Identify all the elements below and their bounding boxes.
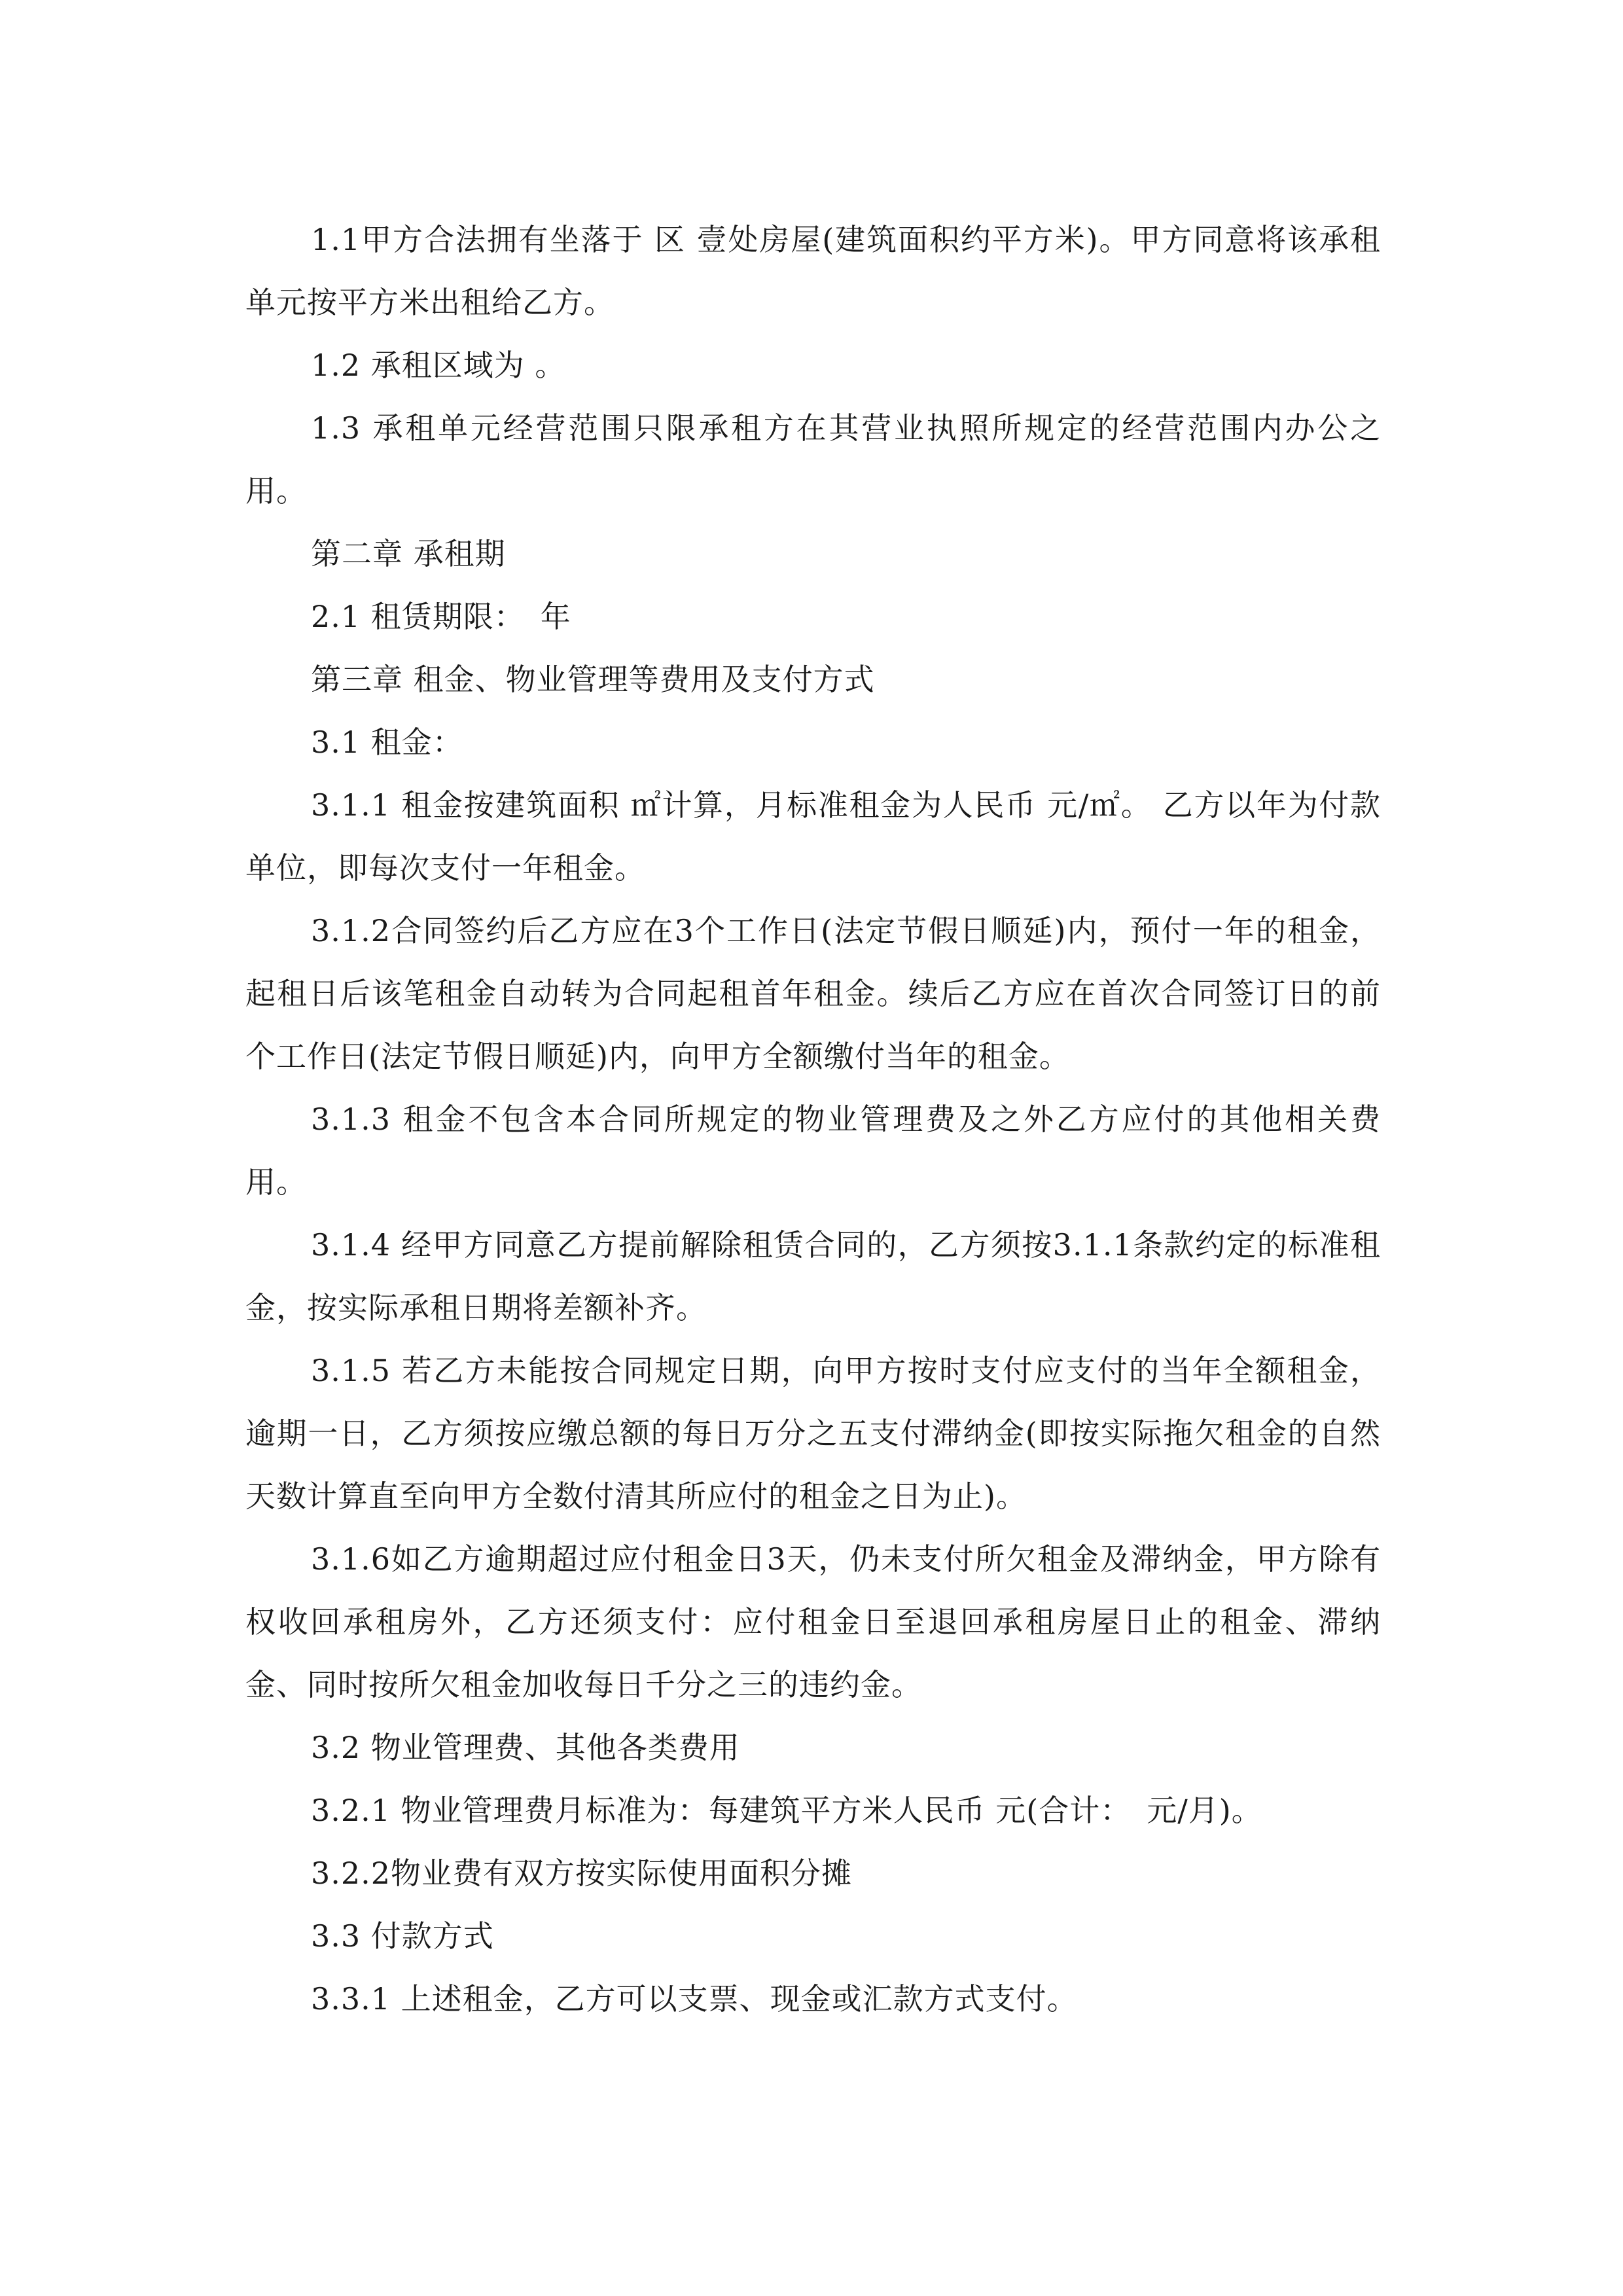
clause-3-1-1: 3.1.1 租金按建筑面积 ㎡计算，月标准租金为人民币 元/㎡。 乙方以年为付款单位，即每次支付一年租金。 bbox=[245, 787, 1381, 886]
clause-3-1-3: 3.1.3 租金不包含本合同所规定的物业管理费及之外乙方应付的其他相关费用。 bbox=[245, 1102, 1381, 1200]
clause-3-1-4: 3.1.4 经甲方同意乙方提前解除租赁合同的，乙方须按3.1.1条款约定的标准租金，按实际承租日期将差额补齐。 bbox=[245, 1227, 1381, 1325]
clause-3-2-2: 3.2.2物业费有双方按实际使用面积分摊 bbox=[311, 1856, 853, 1891]
clause-1-2: 1.2 承租区域为 。 bbox=[311, 348, 566, 383]
clause-3-1: 3.1 租金： bbox=[311, 725, 463, 760]
clause-1-3: 1.3 承租单元经营范围只限承租方在其营业执照所规定的经营范围内办公之用。 bbox=[245, 410, 1381, 509]
document-body bbox=[245, 208, 1391, 2030]
clause-2-1: 2.1 租赁期限： 年 bbox=[311, 599, 571, 634]
clause-3-2: 3.2 物业管理费、其他各类费用 bbox=[311, 1730, 740, 1765]
clause-3-3-1: 3.3.1 上述租金，乙方可以支票、现金或汇款方式支付。 bbox=[311, 1981, 1078, 2017]
clause-3-2-1: 3.2.1 物业管理费月标准为：每建筑平方米人民币 元(合计： 元/月)。 bbox=[311, 1793, 1262, 1828]
clause-3-1-5: 3.1.5 若乙方未能按合同规定日期，向甲方按时支付应支付的当年全额租金，逾期一日，乙方须按应缴总额的每日万分之五支付滞纳金(即按实际拖欠租金的自然天数计算直至向甲方全数付清其所应付的租金之日为止)。 bbox=[245, 1353, 1381, 1514]
clause-3-3: 3.3 付款方式 bbox=[311, 1918, 494, 1954]
chapter-3-heading: 第三章 租金、物业管理等费用及支付方式 bbox=[311, 662, 875, 697]
clause-1-1: 1.1甲方合法拥有坐落于 区 壹处房屋(建筑面积约平方米)。甲方同意将该承租单元按平方米出租给乙方。 bbox=[245, 222, 1381, 320]
clause-3-1-2: 3.1.2合同签约后乙方应在3个工作日(法定节假日顺延)内，预付一年的租金，起租日后该笔租金自动转为合同起租首年租金。续后乙方应在首次合同签订日的前 个工作日(法定节假日顺延)内，向甲方全额缴付当年的租金。 bbox=[245, 913, 1391, 1074]
clause-3-1-6: 3.1.6如乙方逾期超过应付租金日3天，仍未支付所欠租金及滞纳金，甲方除有权收回承租房外，乙方还须支付：应付租金日至退回承租房屋日止的租金、滞纳金、同时按所欠租金加收每日千分之三的违约金。 bbox=[245, 1541, 1381, 1702]
chapter-2-heading: 第二章 承租期 bbox=[311, 536, 506, 571]
